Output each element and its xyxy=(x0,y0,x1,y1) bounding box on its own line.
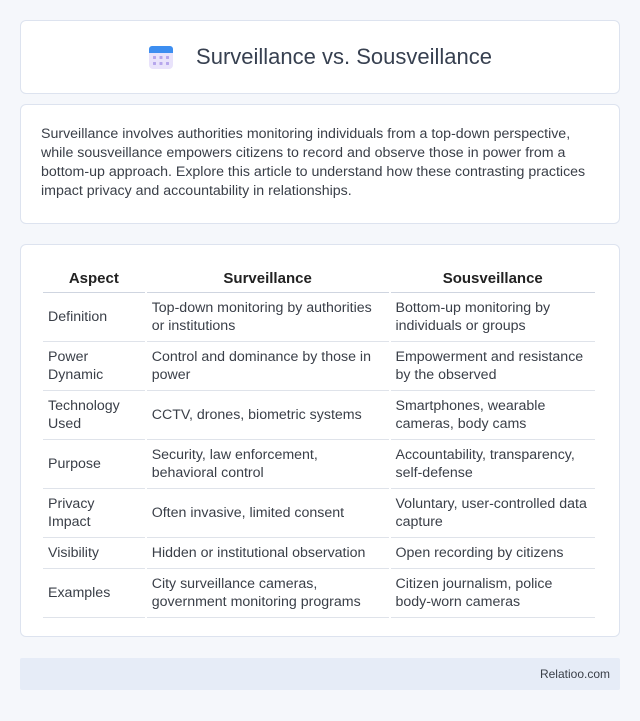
sousveillance-cell: Accountability, transparency, self-defense xyxy=(391,440,596,489)
sousveillance-cell: Smartphones, wearable cameras, body cams xyxy=(391,391,596,440)
sousveillance-cell: Open recording by citizens xyxy=(391,538,596,569)
calendar-icon xyxy=(148,44,174,70)
column-header-sousveillance: Sousveillance xyxy=(391,265,596,293)
aspect-cell: Power Dynamic xyxy=(43,342,145,391)
table-row xyxy=(43,391,595,440)
sousveillance-cell: Citizen journalism, police body-worn cameras xyxy=(391,569,596,618)
footer-brand[interactable]: Relatioo.com xyxy=(539,667,610,681)
surveillance-cell: CCTV, drones, biometric systems xyxy=(147,391,389,440)
table-row xyxy=(43,538,595,569)
table-row xyxy=(43,440,595,489)
column-header-aspect: Aspect xyxy=(43,265,145,293)
aspect-cell: Purpose xyxy=(43,440,145,489)
comparison-table xyxy=(41,265,597,618)
header-card xyxy=(20,20,620,94)
surveillance-cell: Often invasive, limited consent xyxy=(147,489,389,538)
sousveillance-cell: Bottom-up monitoring by individuals or groups xyxy=(391,293,596,342)
aspect-cell: Visibility xyxy=(43,538,145,569)
intro-card xyxy=(20,104,620,224)
table-header-row xyxy=(43,265,595,293)
aspect-cell: Technology Used xyxy=(43,391,145,440)
sousveillance-cell: Voluntary, user-controlled data capture xyxy=(391,489,596,538)
surveillance-cell: Hidden or institutional observation xyxy=(147,538,389,569)
intro-text: Surveillance involves authorities monitoring individuals from a top-down perspective, while sousveillance empowers citizens to record and observe those in power from a bottom-up approach. Explore this article to understand how these contrasting practices impact privacy and accountability in relationships. xyxy=(41,126,586,199)
surveillance-cell: Control and dominance by those in power xyxy=(147,342,389,391)
aspect-cell: Examples xyxy=(43,569,145,618)
aspect-cell: Definition xyxy=(43,293,145,342)
table-row xyxy=(43,489,595,538)
table-row xyxy=(43,569,595,618)
footer-bar xyxy=(20,658,620,690)
table-row xyxy=(43,293,595,342)
aspect-cell: Privacy Impact xyxy=(43,489,145,538)
surveillance-cell: City surveillance cameras, government monitoring programs xyxy=(147,569,389,618)
surveillance-cell: Top-down monitoring by authorities or institutions xyxy=(147,293,389,342)
page-title: Surveillance vs. Sousveillance xyxy=(196,44,492,69)
comparison-card xyxy=(20,244,620,637)
column-header-surveillance: Surveillance xyxy=(147,265,389,293)
table-row xyxy=(43,342,595,391)
sousveillance-cell: Empowerment and resistance by the observed xyxy=(391,342,596,391)
surveillance-cell: Security, law enforcement, behavioral control xyxy=(147,440,389,489)
